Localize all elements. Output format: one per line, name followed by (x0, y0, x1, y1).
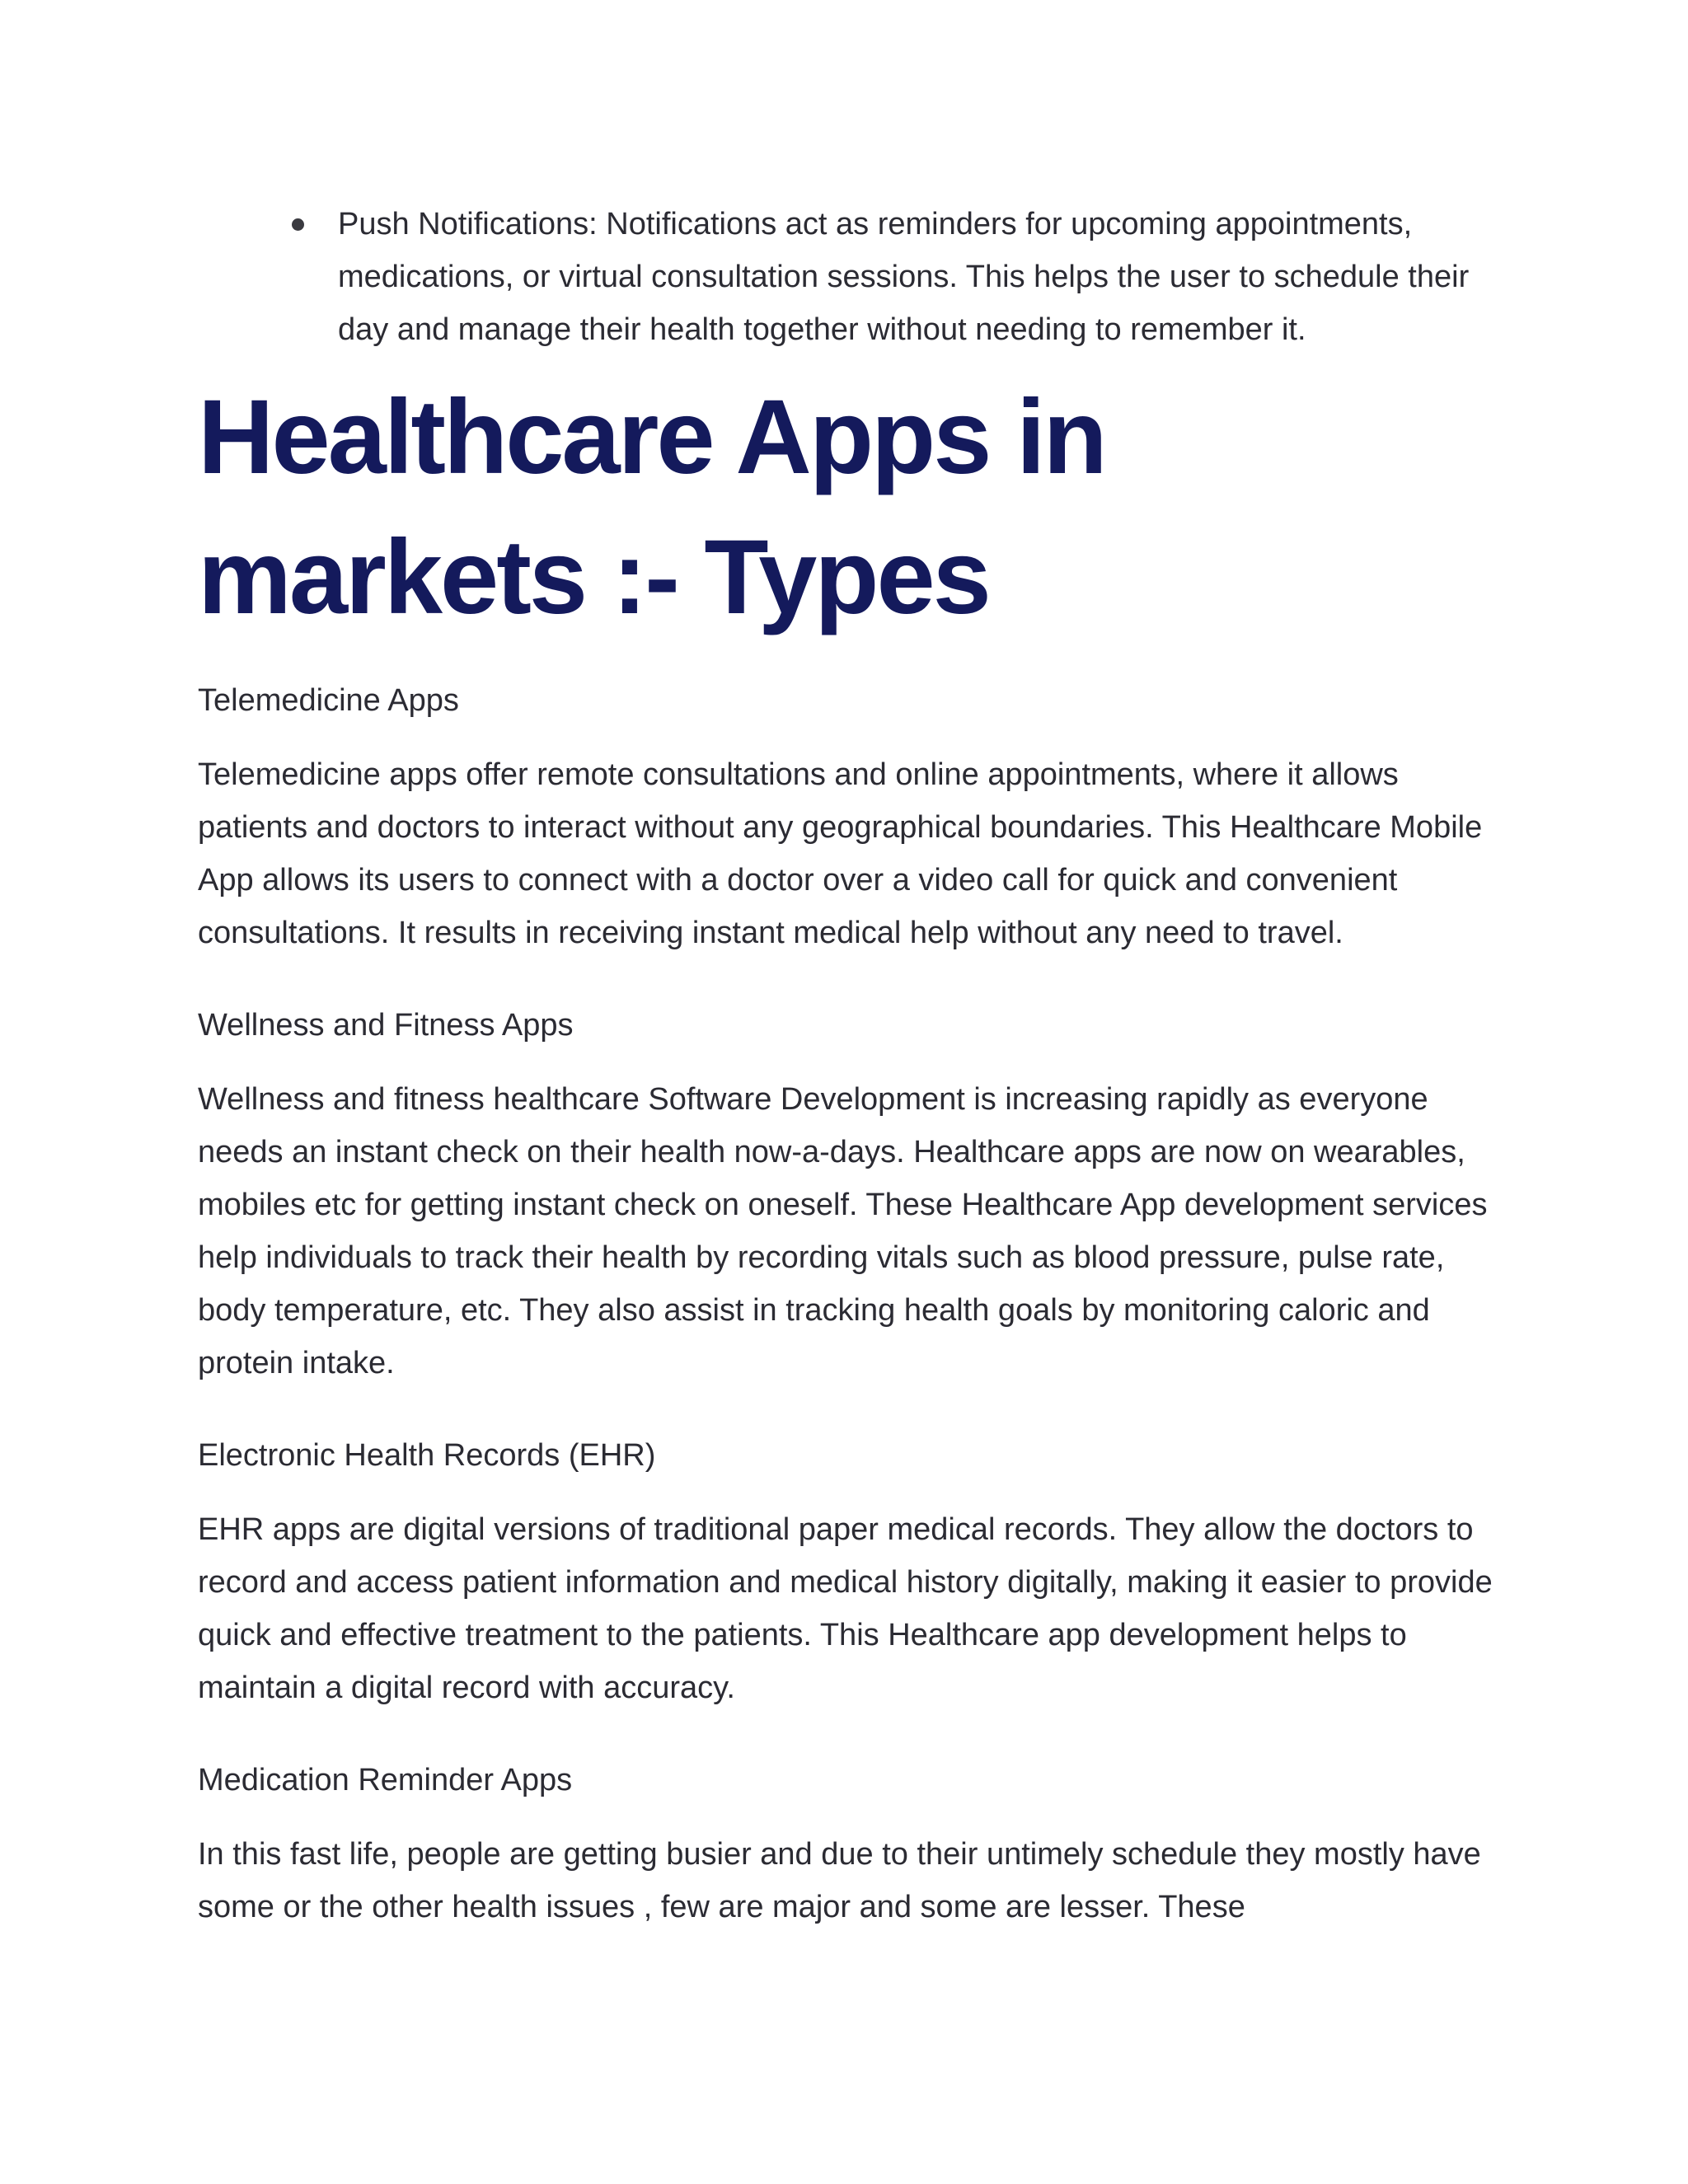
section-body-telemedicine: Telemedicine apps offer remote consultations and online appointments, where it allows patients and doctors to interact without any geographical boundaries. This Healthcare Mobile App allows its users to connect with a doctor over a video call for quick and convenient consultations. It results in receiving instant medical help without any need to travel. (198, 757, 1483, 950)
section-title-medication-reminder: Medication Reminder Apps (198, 1763, 573, 1797)
section-body-medication-reminder: In this fast life, people are getting busier and due to their untimely schedule they mostly have some or the other health issues , few are major and some are lesser. These (198, 1837, 1481, 1924)
bullet-dot-icon (292, 218, 304, 231)
section-body-ehr: EHR apps are digital versions of traditional paper medical records. They allow the doctors to record and access patient information and medical history digitally, making it easier to provide quick and effective treatment to the patients. This Healthcare app development helps to maintain a digital record with accuracy. (198, 1512, 1493, 1705)
section-title-telemedicine: Telemedicine Apps (198, 683, 459, 718)
section-title-wellness-fitness: Wellness and Fitness Apps (198, 1008, 574, 1043)
document-content (198, 198, 1500, 1933)
section-body-wellness-fitness: Wellness and fitness healthcare Software Development is increasing rapidly as everyone needs an instant check on their health now-a-days. Healthcare apps are now on wearables, mobiles etc for getting instant check on oneself. These Healthcare App development services help individuals to track their health by recording vitals such as blood pressure, pulse rate, body temperature, etc. They also assist in tracking health goals by monitoring caloric and protein intake. (198, 1082, 1488, 1380)
bullet-item-push-notifications (338, 198, 1500, 356)
page-heading: Healthcare Apps in markets :- Types (198, 378, 1105, 636)
bullet-text: Push Notifications: Notifications act as reminders for upcoming appointments, medications, or virtual consultation sessions. This helps the user to schedule their day and manage their health together without needing to remember it. (338, 207, 1470, 347)
section-title-ehr: Electronic Health Records (EHR) (198, 1438, 656, 1473)
bullet-list (198, 198, 1500, 356)
